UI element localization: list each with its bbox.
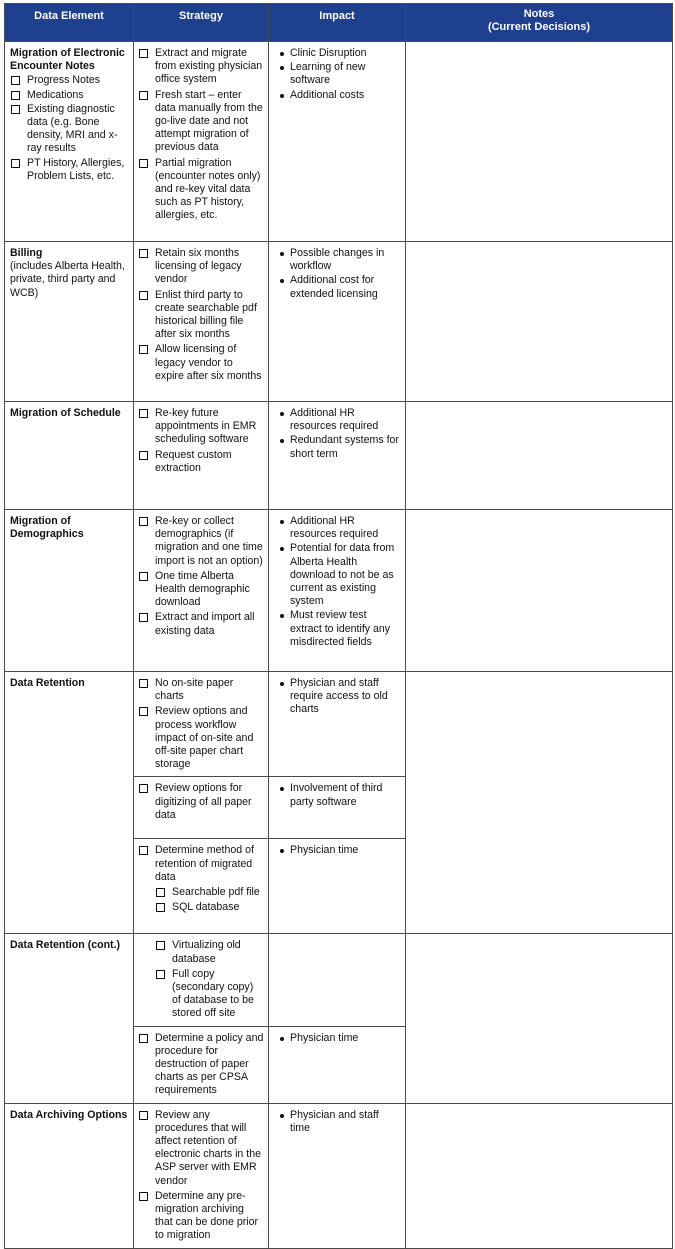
data-element-title: Billing: [10, 247, 43, 259]
notes-cell[interactable]: [406, 672, 673, 934]
strategy-cell: [134, 1026, 269, 1103]
strategy-item: Re-key or collect demographics (if migration and one time import is not an option): [138, 515, 264, 568]
checkbox-icon: [139, 679, 148, 688]
checkbox-icon: [11, 76, 20, 85]
sub-item-list: [10, 74, 129, 183]
impact-item: Additional HR resources required: [273, 515, 401, 541]
bullet-icon: [280, 849, 284, 853]
impact-item: Involvement of third party software: [273, 782, 401, 808]
impact-item: Additional cost for extended licensing: [273, 274, 401, 300]
decisions-table: [4, 3, 673, 1249]
strategy-cell: [134, 1103, 269, 1248]
impact-item: Must review test extract to identify any misdirected fields: [273, 609, 401, 649]
checkbox-icon: [139, 159, 148, 168]
strategy-cell: [134, 402, 269, 510]
bullet-icon: [280, 252, 284, 256]
impact-cell: [269, 510, 406, 672]
header-impact: Impact: [269, 4, 406, 42]
impact-cell: [269, 242, 406, 402]
strategy-item: Extract and migrate from existing physician office system: [138, 47, 264, 87]
strategy-item: No on-site paper charts: [138, 677, 264, 703]
strategy-cell: [134, 242, 269, 402]
nested-item: Searchable pdf file: [155, 886, 264, 899]
strategy-item: Enlist third party to create searchable pdf historical billing file after six months: [138, 289, 264, 342]
checkbox-icon: [156, 903, 165, 912]
bullet-icon: [280, 520, 284, 524]
impact-item: Physician and staff require access to old charts: [273, 677, 401, 717]
impact-item: Physician time: [273, 1032, 401, 1045]
header-row: [5, 4, 673, 42]
strategy-item: Request custom extraction: [138, 449, 264, 475]
impact-item: Learning of new software: [273, 61, 401, 87]
strategy-cell: [134, 839, 269, 934]
bullet-icon: [280, 1114, 284, 1118]
strategy-item: Fresh start – enter data manually from the go-live date and not attempt migration of previous data: [138, 89, 264, 155]
table-row: [5, 510, 673, 672]
notes-cell[interactable]: [406, 1103, 673, 1248]
impact-cell: [269, 672, 406, 777]
strategy-item: Review options and process workflow impact of on-site and off-site paper chart storage: [138, 705, 264, 771]
impact-cell: [269, 1103, 406, 1248]
strategy-item: Determine method of retention of migrated data Searchable pdf file SQL database: [138, 844, 264, 914]
checkbox-icon: [139, 1111, 148, 1120]
checkbox-icon: [139, 613, 148, 622]
strategy-item: Re-key future appointments in EMR scheduling software: [138, 407, 264, 447]
table-row: [5, 934, 673, 1026]
strategy-item: Allow licensing of legacy vendor to expire after six months: [138, 343, 264, 383]
strategy-item: Determine a policy and procedure for destruction of paper charts as per CPSA requirements: [138, 1032, 264, 1098]
strategy-cell: [134, 510, 269, 672]
impact-cell: [269, 1026, 406, 1103]
table-row: [5, 672, 673, 777]
notes-cell[interactable]: [406, 402, 673, 510]
impact-item: Additional HR resources required: [273, 407, 401, 433]
checkbox-icon: [11, 159, 20, 168]
header-strategy: Strategy: [134, 4, 269, 42]
header-data-element: Data Element: [5, 4, 134, 42]
impact-item: Potential for data from Alberta Health download to not be as current as existing system: [273, 542, 401, 608]
impact-item: Physician and staff time: [273, 1109, 401, 1135]
checkbox-icon: [139, 1034, 148, 1043]
checkbox-icon: [139, 451, 148, 460]
strategy-cell: [134, 934, 269, 1026]
notes-cell[interactable]: [406, 242, 673, 402]
data-element-title: Data Archiving Options: [10, 1108, 128, 1121]
checkbox-icon: [139, 291, 148, 300]
strategy-cell: [134, 777, 269, 839]
checkbox-icon: [139, 345, 148, 354]
strategy-cell: [134, 672, 269, 777]
list-item: PT History, Allergies, Problem Lists, etc.: [10, 157, 129, 183]
bullet-icon: [280, 94, 284, 98]
checkbox-icon: [139, 1192, 148, 1201]
bullet-icon: [280, 614, 284, 618]
checkbox-icon: [139, 517, 148, 526]
impact-cell: [269, 42, 406, 242]
checkbox-icon: [139, 572, 148, 581]
data-element-cell: [5, 1103, 134, 1248]
table-row: [5, 242, 673, 402]
strategy-item: Review any procedures that will affect retention of electronic charts in the ASP server with EMR vendor: [138, 1109, 264, 1188]
checkbox-icon: [139, 49, 148, 58]
data-element-cell: [5, 242, 134, 402]
checkbox-icon: [139, 409, 148, 418]
strategy-item: Extract and import all existing data: [138, 611, 264, 637]
nested-item: Full copy (secondary copy) of database to be stored off site: [155, 968, 264, 1021]
bullet-icon: [280, 279, 284, 283]
data-element-title: Migration of Schedule: [10, 407, 121, 419]
impact-cell: [269, 839, 406, 934]
table-row: [5, 42, 673, 242]
table-row: [5, 1103, 673, 1248]
list-item: Existing diagnostic data (e.g. Bone density, MRI and x-ray results: [10, 103, 129, 156]
impact-cell: [269, 402, 406, 510]
strategy-item: Partial migration (encounter notes only) and re-key vital data such as PT history, allergies, etc.: [138, 157, 264, 223]
data-element-title: Migration of Electronic Encounter Notes: [10, 47, 125, 73]
data-element-cell: [5, 402, 134, 510]
bullet-icon: [280, 439, 284, 443]
strategy-item: Retain six months licensing of legacy vendor: [138, 247, 264, 287]
data-element-title: Data Retention (cont.): [10, 939, 121, 952]
checkbox-icon: [11, 105, 20, 114]
table-row: [5, 402, 673, 510]
strategy-item: Review options for digitizing of all paper data: [138, 782, 264, 822]
list-item: Medications: [10, 89, 129, 102]
list-item: Progress Notes: [10, 74, 129, 87]
nested-item: SQL database: [155, 901, 264, 914]
nested-item: Virtualizing old database: [155, 939, 264, 965]
data-element-cell: [5, 510, 134, 672]
checkbox-icon: [139, 707, 148, 716]
bullet-icon: [280, 412, 284, 416]
impact-cell: [269, 777, 406, 839]
header-notes: Notes (Current Decisions): [406, 4, 673, 42]
checkbox-icon: [139, 784, 148, 793]
data-element-cell: [5, 672, 134, 934]
checkbox-icon: [139, 91, 148, 100]
impact-item: Possible changes in workflow: [273, 247, 401, 273]
impact-cell: [269, 934, 406, 1026]
checkbox-icon: [139, 249, 148, 258]
impact-item: Redundant systems for short term: [273, 434, 401, 460]
data-element-subtext: (includes Alberta Health, private, third party and WCB): [10, 260, 125, 299]
notes-cell[interactable]: [406, 510, 673, 672]
bullet-icon: [280, 682, 284, 686]
checkbox-icon: [156, 888, 165, 897]
strategy-item: One time Alberta Health demographic download: [138, 570, 264, 610]
data-element-title: Migration of Demographics: [10, 515, 84, 541]
impact-item: Clinic Disruption: [273, 47, 401, 60]
strategy-item: Determine any pre-migration archiving that can be done prior to migration: [138, 1190, 264, 1243]
bullet-icon: [280, 52, 284, 56]
data-element-title: Data Retention: [10, 677, 85, 689]
checkbox-icon: [11, 91, 20, 100]
bullet-icon: [280, 1037, 284, 1041]
bullet-icon: [280, 66, 284, 70]
impact-item: Physician time: [273, 844, 401, 857]
notes-cell[interactable]: [406, 934, 673, 1103]
checkbox-icon: [156, 970, 165, 979]
checkbox-icon: [139, 846, 148, 855]
notes-cell[interactable]: [406, 42, 673, 242]
checkbox-icon: [156, 941, 165, 950]
strategy-cell: [134, 42, 269, 242]
bullet-icon: [280, 547, 284, 551]
data-element-cell: [5, 42, 134, 242]
impact-item: Additional costs: [273, 89, 401, 102]
bullet-icon: [280, 787, 284, 791]
data-element-cell: [5, 934, 134, 1103]
